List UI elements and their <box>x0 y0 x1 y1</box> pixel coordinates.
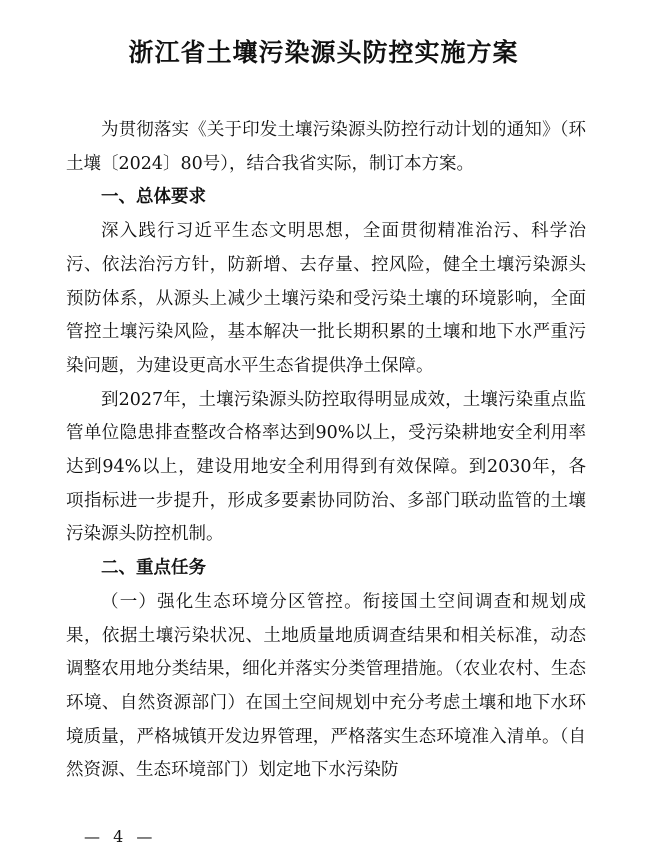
section-heading-key-tasks: 二、重点任务 <box>101 558 206 579</box>
intro-paragraph: 为贯彻落实《关于印发土壤污染源头防控行动计划的通知》（环土壤〔2024〕80号），结合我省实际，制订本方案。 <box>66 120 586 174</box>
page-number: — 4 — <box>84 827 157 846</box>
section-heading-general-requirements: 一、总体要求 <box>101 187 206 208</box>
paragraph-targets: 到2027年，土壤污染源头防控取得明显成效，土壤污染重点监管单位隐患排查整改合格率达到90%以上，受污染耕地安全利用率达到94%以上，建设用地安全利用得到有效保障。到2030年，各项指标进一步提升，形成多要素协同防治、多部门联动监管的土壤污染源头防控机制。 <box>66 389 586 545</box>
paragraph-guiding-ideology: 深入践行习近平生态文明思想，全面贯彻精准治污、科学治污、依法治污方针，防新增、去存量、控风险，健全土壤污染源头预防体系，从源头上减少土壤污染和受污染土壤的环境影响，全面管控土壤污染风险，基本解决一批长期积累的土壤和地下水严重污染问题，为建设更高水平生态省提供净土保障。 <box>66 221 586 376</box>
paragraph-zoning-control: （一）强化生态环境分区管控。衔接国土空间调查和规划成果，依据土壤污染状况、土地质量地质调查结果和相关标准，动态调整农用地分类结果，细化并落实分类管理措施。（农业农村、生态环境、自然资源部门）在国土空间规划中充分考虑土壤和地下水环境质量，严格城镇开发边界管理，严格落实生态环境准入清单。（自然资源、生态环境部门）划定地下水污染防 <box>66 591 586 781</box>
document-body <box>66 114 586 788</box>
document-title: 浙江省土壤污染源头防控实施方案 <box>128 38 519 67</box>
